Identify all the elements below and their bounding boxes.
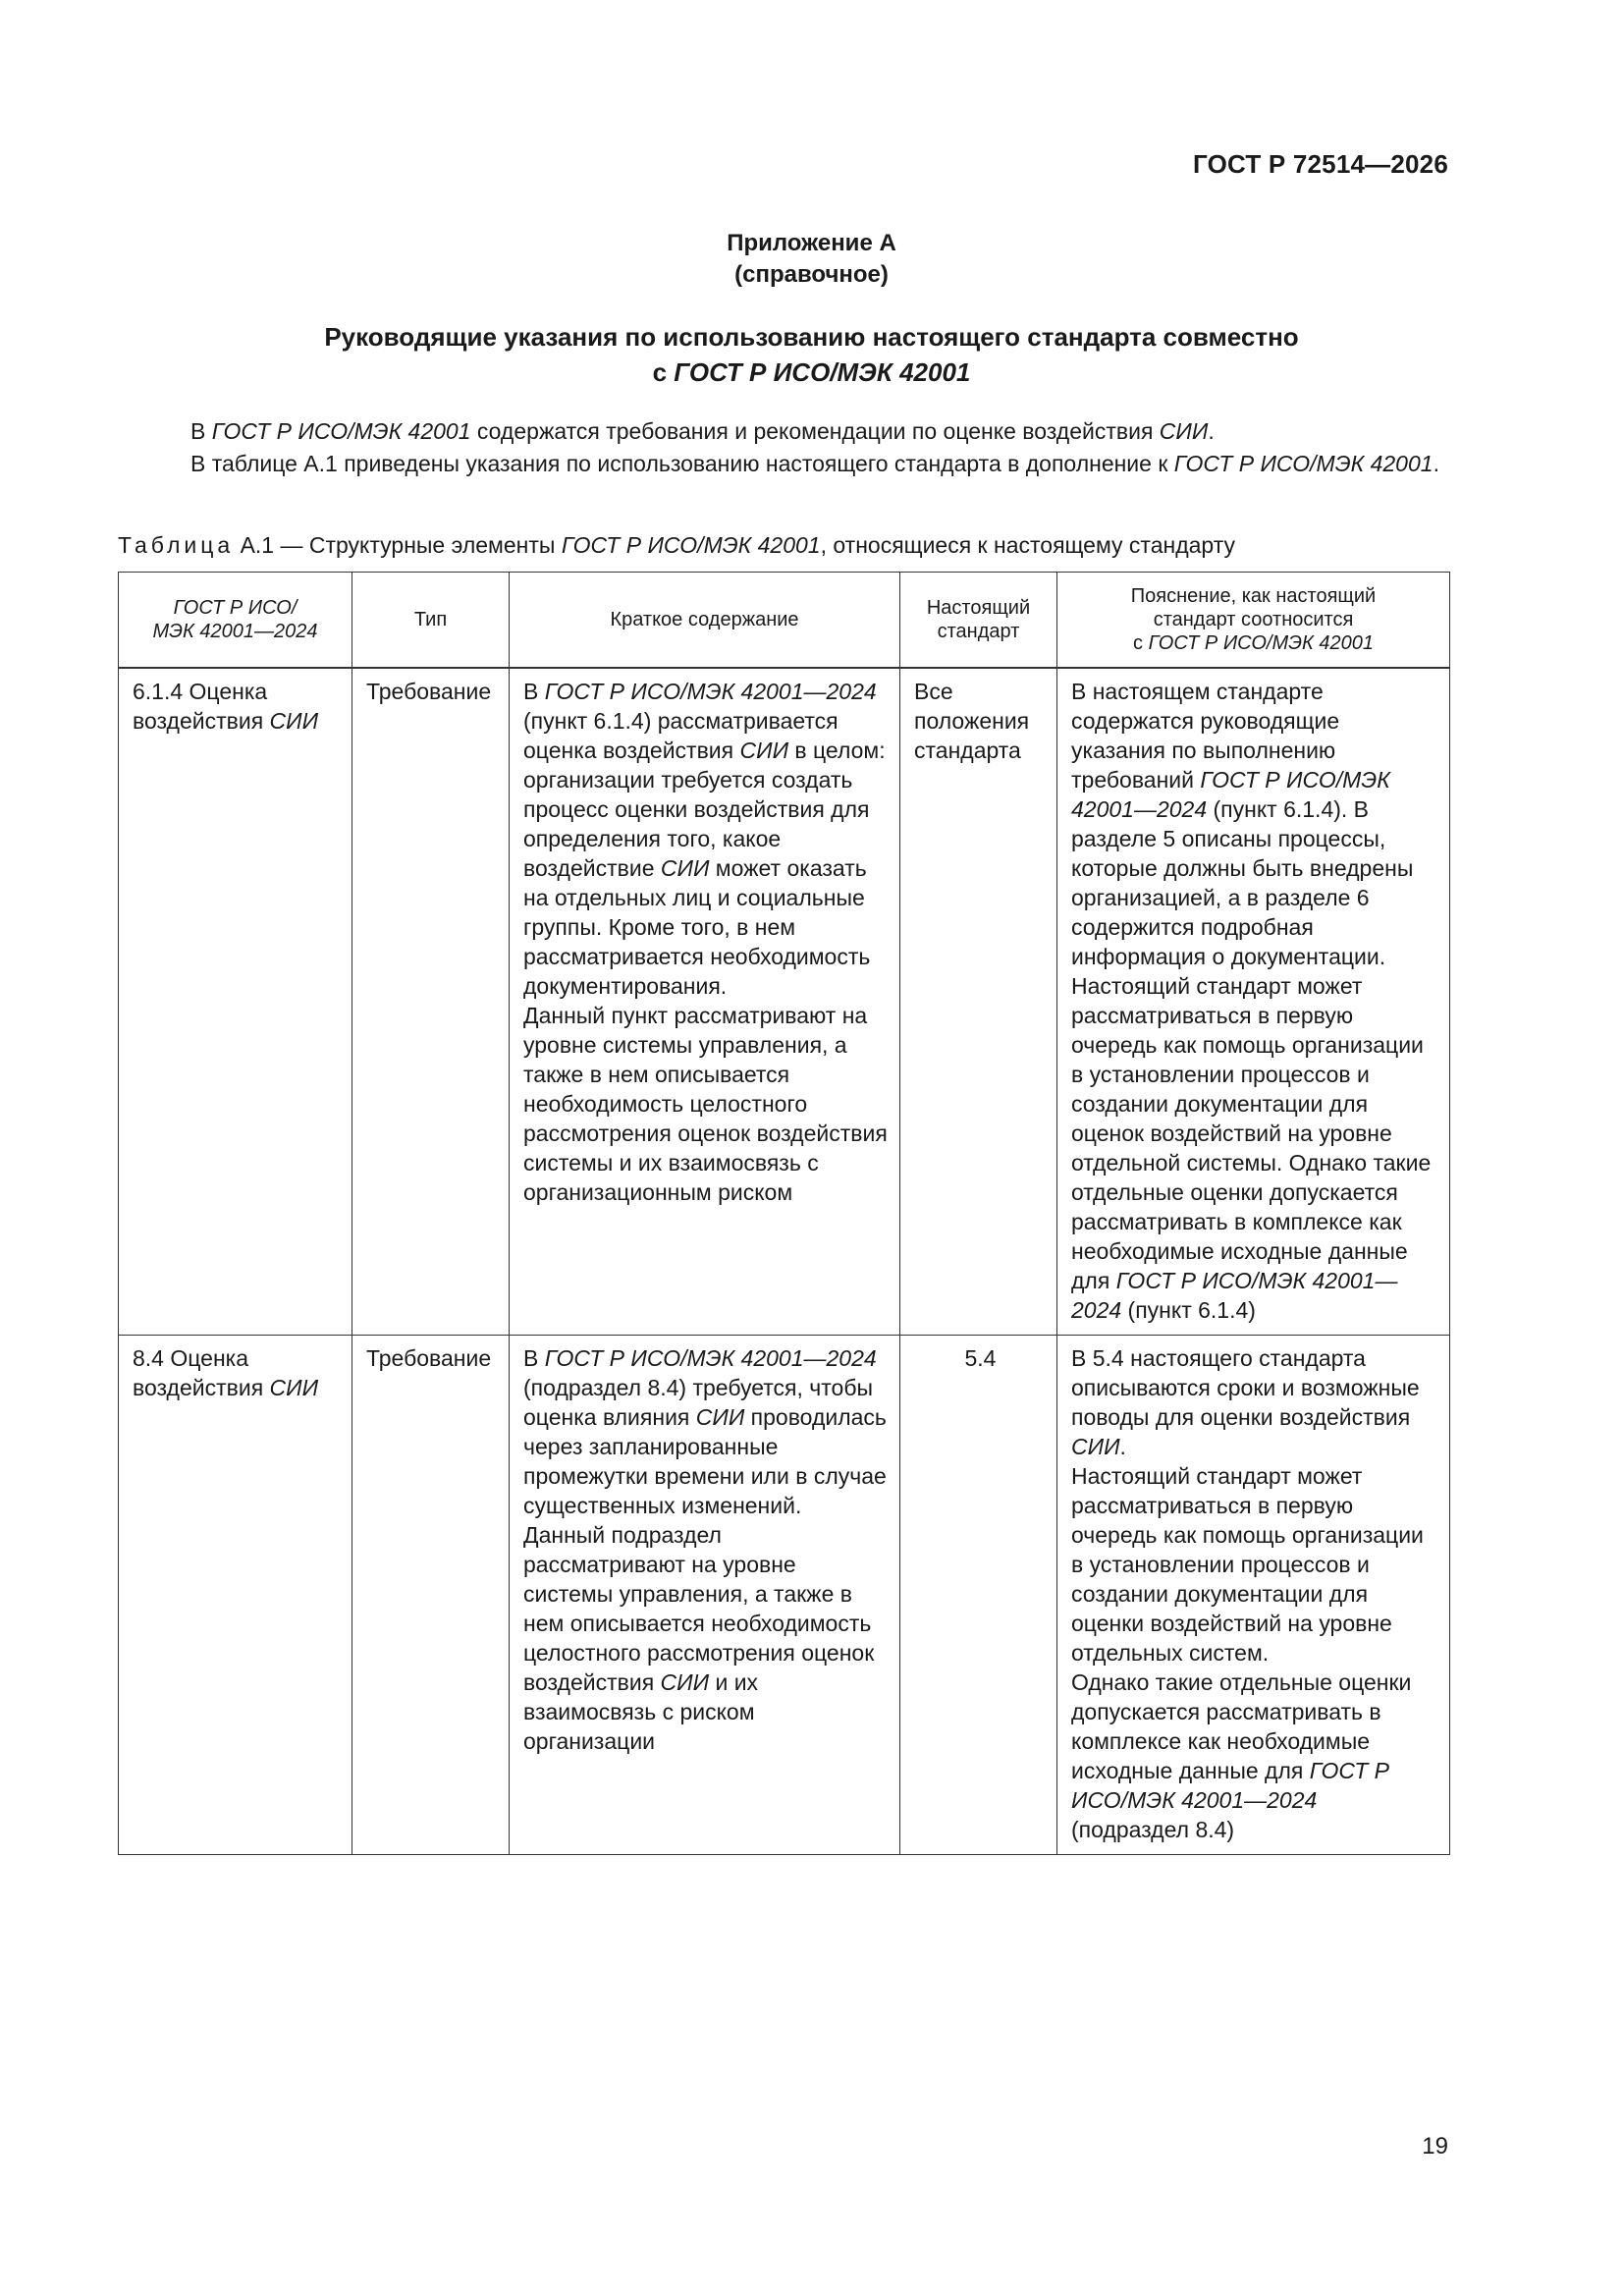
annex-heading bbox=[0, 228, 1623, 291]
annex-label: Приложение А bbox=[727, 230, 896, 256]
intro-p2-text-c: . bbox=[1433, 451, 1439, 476]
row2-explanation-text-d: Однако такие отдельные оценки допускается рассматривать в комплексе как необходимые исходные данные для bbox=[1071, 1669, 1412, 1783]
intro-p1-abbr: СИИ bbox=[1159, 418, 1209, 444]
header-clause-line2: МЭК 42001—2024 bbox=[152, 621, 318, 642]
header-explanation-line2: стандарт соотносится bbox=[1153, 609, 1354, 630]
row2-explanation-text-a: В 5.4 настоящего стандарта описываются сроки и возможные поводы для оценки воздействия bbox=[1071, 1345, 1420, 1430]
header-clause-line1: ГОСТ Р ИСО/ bbox=[173, 597, 298, 619]
row2-explanation-text-e: (подраздел 8.4) bbox=[1071, 1817, 1235, 1842]
row1-summary-text-b: (пункт 6.1.4) рассматривается оценка воздействия bbox=[523, 708, 839, 763]
document-number: ГОСТ Р 72514—2026 bbox=[1193, 149, 1448, 179]
header-explanation-prefix: с bbox=[1133, 632, 1149, 654]
row1-summary-text-d: может оказать на отдельных лиц и социальные группы. Кроме того, в нем рассматривается необходимость документирования. bbox=[523, 855, 871, 999]
row2-clause-text: 8.4 Оценка воздействия bbox=[133, 1345, 270, 1400]
row1-summary-abbr2: СИИ bbox=[660, 855, 710, 881]
row1-clause bbox=[119, 668, 352, 1336]
annex-type: (справочное) bbox=[734, 261, 889, 288]
row1-explanation-text-a: В настоящем стандарте содержатся руководящие указания по выполнению требований bbox=[1071, 679, 1340, 793]
row2-standard: 5.4 bbox=[900, 1336, 1057, 1855]
intro-p1-text-b: содержатся требования и рекомендации по оценке воздействия bbox=[470, 418, 1160, 444]
header-summary: Краткое содержание bbox=[510, 573, 900, 669]
row1-explanation-para2 bbox=[1071, 971, 1439, 1325]
page-number: 19 bbox=[1422, 2133, 1448, 2159]
row2-clause bbox=[119, 1336, 352, 1855]
row1-explanation-reference1: ГОСТ Р ИСО/МЭК 42001—2024 bbox=[1071, 767, 1390, 822]
row1-explanation-text-b: (пункт 6.1.4). В разделе 5 описаны процессы, которые должны быть внедрены организацией, а в разделе 6 содержится подробная информация о документации. bbox=[1071, 796, 1414, 969]
header-standard-line1: Настоящий bbox=[926, 597, 1031, 619]
row1-summary bbox=[510, 668, 900, 1336]
row1-clause-text: 6.1.4 Оценка воздействия bbox=[133, 679, 270, 734]
intro-p1-text-c: . bbox=[1208, 418, 1215, 444]
row2-summary-para1 bbox=[523, 1343, 890, 1520]
row2-summary-text-d: Данный подраздел рассматривают на уровне системы управления, а также в нем описывается необходимость целостного рассмотрения оценок воздействия bbox=[523, 1522, 875, 1695]
header-type: Тип bbox=[352, 573, 510, 669]
header-standard-line2: стандарт bbox=[937, 621, 1020, 642]
row2-summary-text-a: В bbox=[523, 1345, 545, 1371]
table-caption-text-a: А.1 — Структурные элементы bbox=[234, 532, 562, 558]
row1-summary-para1 bbox=[523, 677, 890, 1001]
row1-summary-abbr1: СИИ bbox=[739, 738, 789, 763]
table-caption-text-b: , относящиеся к настоящему стандарту bbox=[820, 532, 1235, 558]
table-row bbox=[119, 668, 1450, 1336]
header-explanation-reference: ГОСТ Р ИСО/МЭК 42001 bbox=[1148, 632, 1374, 654]
row1-summary-reference: ГОСТ Р ИСО/МЭК 42001—2024 bbox=[544, 679, 877, 704]
row2-summary-abbr1: СИИ bbox=[695, 1404, 745, 1430]
row1-explanation-para1 bbox=[1071, 677, 1439, 971]
intro-p1-reference: ГОСТ Р ИСО/МЭК 42001 bbox=[211, 418, 471, 444]
structural-elements-table bbox=[118, 572, 1450, 1855]
header-explanation-line1: Пояснение, как настоящий bbox=[1130, 585, 1377, 607]
row1-summary-text-a: В bbox=[523, 679, 545, 704]
row2-explanation bbox=[1057, 1336, 1450, 1855]
table-row bbox=[119, 1336, 1450, 1855]
intro-text bbox=[118, 415, 1447, 480]
row1-explanation-text-c: Настоящий стандарт может рассматриваться в первую очередь как помощь организации в установлении процессов и создании документации для оценок воздействий на уровне отдельной системы. Однако такие отдельные оценки допускается рассматривать в комплексе как необходимые исходные данные для bbox=[1071, 973, 1432, 1293]
header-standard bbox=[900, 573, 1057, 669]
row1-type: Требование bbox=[352, 668, 510, 1336]
row2-type: Требование bbox=[352, 1336, 510, 1855]
row1-explanation-reference2: ГОСТ Р ИСО/МЭК 42001—2024 bbox=[1071, 1268, 1398, 1323]
row2-summary-abbr2: СИИ bbox=[660, 1669, 710, 1695]
annex-title-line2 bbox=[157, 355, 1466, 390]
intro-p1-text-a: В bbox=[190, 418, 212, 444]
row2-explanation-reference: ГОСТ Р ИСО/МЭК 42001—2024 bbox=[1071, 1758, 1389, 1813]
row1-explanation bbox=[1057, 668, 1450, 1336]
intro-paragraph-1 bbox=[118, 415, 1447, 448]
row2-summary-reference: ГОСТ Р ИСО/МЭК 42001—2024 bbox=[544, 1345, 877, 1371]
table-caption bbox=[118, 530, 1235, 560]
header-clause bbox=[119, 573, 352, 669]
annex-title bbox=[157, 319, 1466, 390]
row2-summary-text-b: (подраздел 8.4) требуется, чтобы оценка влияния bbox=[523, 1375, 874, 1430]
row2-explanation-para1 bbox=[1071, 1343, 1439, 1461]
annex-title-prefix: с bbox=[652, 357, 675, 387]
row2-summary-para2 bbox=[523, 1520, 890, 1756]
row2-summary-text-c: проводилась через запланированные промежутки времени или в случае существенных изменений. bbox=[523, 1404, 887, 1518]
header-explanation bbox=[1057, 573, 1450, 669]
row1-explanation-text-d: (пункт 6.1.4) bbox=[1121, 1297, 1256, 1323]
row1-summary-text-c: в целом: организации требуется создать процесс оценки воздействия для определения того, какое воздействие bbox=[523, 738, 886, 881]
intro-paragraph-2 bbox=[118, 448, 1447, 480]
row2-explanation-para2: Настоящий стандарт может рассматриваться в первую очередь как помощь организации в установлении процессов и создании документации для оценки воздействий на уровне отдельных систем. bbox=[1071, 1463, 1424, 1666]
table-caption-label: Таблица bbox=[118, 532, 235, 558]
row2-explanation-abbr: СИИ bbox=[1071, 1434, 1120, 1459]
intro-p2-reference: ГОСТ Р ИСО/МЭК 42001 bbox=[1173, 451, 1434, 476]
row2-summary-text-e: и их взаимосвязь с риском организации bbox=[523, 1669, 759, 1754]
annex-title-line1: Руководящие указания по использованию настоящего стандарта совместно bbox=[324, 322, 1299, 352]
row1-clause-abbr: СИИ bbox=[269, 708, 319, 734]
row2-explanation-text-b: . bbox=[1119, 1434, 1126, 1459]
row1-standard: Все положения стандарта bbox=[900, 668, 1057, 1336]
row1-summary-para2: Данный пункт рассматривают на уровне системы управления, а также в нем описывается необходимость целостного рассмотрения оценок воздействия системы и их взаимосвязь с организационным риском bbox=[523, 1003, 888, 1205]
table-caption-reference: ГОСТ Р ИСО/МЭК 42001 bbox=[561, 532, 821, 558]
row2-summary bbox=[510, 1336, 900, 1855]
row2-clause-abbr: СИИ bbox=[269, 1375, 319, 1400]
intro-p2-text-a: В таблице А.1 приведены указания по использованию настоящего стандарта в дополнение к bbox=[190, 451, 1174, 476]
table-header-row bbox=[119, 573, 1450, 669]
annex-title-reference: ГОСТ Р ИСО/МЭК 42001 bbox=[674, 357, 971, 387]
row2-explanation-para3 bbox=[1071, 1667, 1439, 1844]
